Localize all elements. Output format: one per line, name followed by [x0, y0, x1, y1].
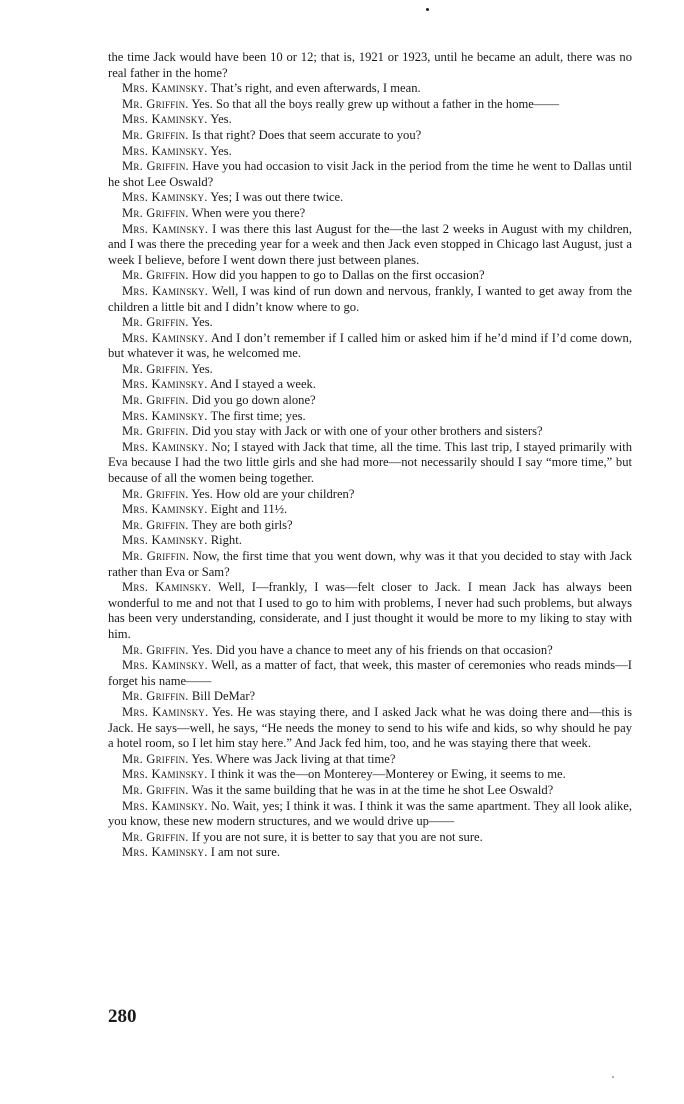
paragraph-text: No. Wait, yes; I think it was. I think it was the same apartment. They all look alike, you know, these new modern structures, and we would drive up—— [108, 798, 632, 829]
paragraph [108, 440, 632, 487]
paragraph [108, 689, 632, 705]
paragraph [108, 658, 632, 689]
speaker-label: Mr. Griffin. [122, 205, 189, 220]
paragraph-text: And I don’t remember if I called him or asked him if he’d mind if I’d come down, but whatever it was, he welcomed me. [108, 330, 632, 361]
paragraph [108, 190, 632, 206]
paragraph-text: Yes. He was staying there, and I asked Jack what he was doing there and—this is Jack. He says—well, he says, “He needs the money to send to his wife and kids, so why should he pay a hotel room, so I let him stay here.” And Jack fed him, too, and he was staying there that week. [108, 704, 632, 751]
speaker-label: Mr. Griffin. [122, 268, 189, 283]
speaker-label: Mr. Griffin. [122, 829, 189, 844]
paragraph [108, 705, 632, 752]
speaker-label: Mrs. Kaminsky. [122, 533, 208, 548]
speaker-label: Mrs. Kaminsky. [122, 143, 208, 158]
paragraph [108, 362, 632, 378]
paragraph-text: Well, I was kind of run down and nervous, frankly, I wanted to get away from the children a little bit and I didn’t know where to go. [108, 283, 632, 314]
paragraph [108, 643, 632, 659]
paragraph-text: Yes; I was out there twice. [210, 190, 344, 205]
speaker-label: Mrs. Kaminsky. [122, 767, 208, 782]
paragraph-text: Yes. [191, 361, 213, 376]
page-number: 280 [108, 1006, 137, 1027]
paragraph [108, 783, 632, 799]
speaker-label: Mrs. Kaminsky. [122, 845, 208, 860]
speaker-label: Mrs. Kaminsky. [122, 81, 208, 96]
paragraph-text: Eight and 11½. [210, 502, 288, 517]
speaker-label: Mr. Griffin. [122, 361, 189, 376]
speaker-label: Mr. Griffin. [122, 751, 189, 766]
paragraph-text: No; I stayed with Jack that time, all the time. This last trip, I stayed primarily with Eva because I had the two little girls and she had more—not necessarily should I say “more time,” but because of all the women being together. [108, 439, 632, 486]
paragraph-text: Have you had occasion to visit Jack in the period from the time he went to Dallas until he shot Lee Oswald? [108, 159, 632, 189]
paragraph-text: Was it the same building that he was in at the time he shot Lee Oswald? [191, 782, 554, 797]
speaker-label: Mrs. Kaminsky. [122, 112, 208, 127]
speaker-label: Mrs. Kaminsky. [122, 658, 208, 673]
speaker-label: Mr. Griffin. [122, 96, 189, 111]
paragraph [108, 502, 632, 518]
speaker-label: Mrs. Kaminsky. [122, 439, 208, 454]
paragraph-text: If you are not sure, it is better to say that you are not sure. [191, 829, 483, 844]
speaker-label: Mrs. Kaminsky. [122, 408, 208, 423]
paragraph-text: Yes. [191, 315, 213, 330]
paragraph [108, 222, 632, 269]
speaker-label: Mrs. Kaminsky. [122, 221, 209, 236]
speaker-label: Mrs. Kaminsky. [122, 283, 209, 298]
speaker-label: Mr. Griffin. [122, 393, 189, 408]
paragraph [108, 144, 632, 160]
paragraph-text: Did you stay with Jack or with one of your other brothers and sisters? [191, 424, 543, 439]
paragraph-text: Right. [210, 533, 242, 548]
paragraph [108, 331, 632, 362]
speaker-label: Mrs. Kaminsky. [122, 580, 212, 595]
paragraph-text: When were you there? [191, 205, 306, 220]
paragraph-text: the time Jack would have been 10 or 12; that is, 1921 or 1923, until he became an adult, there was no real father in the home? [108, 50, 632, 80]
paragraph-text: How did you happen to go to Dallas on the first occasion? [191, 268, 485, 283]
speaker-label: Mrs. Kaminsky. [122, 704, 209, 719]
paragraph-text: They are both girls? [191, 517, 293, 532]
testimony-text [108, 50, 632, 861]
paragraph [108, 409, 632, 425]
paragraph-text: Yes. How old are your children? [191, 486, 355, 501]
scan-speck [612, 1076, 614, 1078]
paragraph [108, 549, 632, 580]
paragraph-text: Now, the first time that you went down, why was it that you decided to stay with Jack rather than Eva or Sam? [108, 549, 632, 579]
paragraph [108, 393, 632, 409]
paragraph [108, 518, 632, 534]
paragraph [108, 767, 632, 783]
paragraph-text: That’s right, and even afterwards, I mean. [210, 81, 421, 96]
paragraph [108, 424, 632, 440]
speaker-label: Mrs. Kaminsky. [122, 798, 208, 813]
speaker-label: Mr. Griffin. [122, 486, 189, 501]
paragraph-text: The first time; yes. [210, 408, 306, 423]
paragraph [108, 159, 632, 190]
speaker-label: Mr. Griffin. [122, 782, 189, 797]
speaker-label: Mrs. Kaminsky. [122, 190, 208, 205]
paragraph [108, 128, 632, 144]
paragraph-text: I am not sure. [210, 845, 280, 860]
paragraph [108, 50, 632, 81]
paragraph-text: Yes. Where was Jack living at that time? [191, 751, 396, 766]
paragraph [108, 580, 632, 642]
paragraph [108, 315, 632, 331]
speaker-label: Mr. Griffin. [122, 549, 190, 563]
speaker-label: Mr. Griffin. [122, 689, 189, 704]
paragraph-text: Well, as a matter of fact, that week, this master of ceremonies who reads minds—I forget his name—— [108, 658, 632, 688]
paragraph [108, 268, 632, 284]
paragraph [108, 284, 632, 315]
speaker-label: Mr. Griffin. [122, 127, 189, 142]
page-mark-dot [426, 8, 429, 11]
paragraph-text: Is that right? Does that seem accurate to you? [191, 127, 422, 142]
paragraph [108, 752, 632, 768]
paragraph-text: Did you go down alone? [191, 393, 316, 408]
speaker-label: Mrs. Kaminsky. [122, 377, 208, 392]
paragraph [108, 799, 632, 830]
paragraph [108, 845, 632, 861]
paragraph-text: I was there this last August for the—the last 2 weeks in August with my children, and I was there the preceding year for a week and then Jack even stopped in Chicago last August, just a week I believe, before I went down there just between planes. [108, 221, 632, 267]
paragraph [108, 97, 632, 113]
speaker-label: Mr. Griffin. [122, 642, 189, 657]
speaker-label: Mr. Griffin. [122, 159, 189, 174]
paragraph [108, 533, 632, 549]
speaker-label: Mr. Griffin. [122, 315, 189, 330]
paragraph-text: I think it was the—on Monterey—Monterey or Ewing, it seems to me. [210, 767, 566, 782]
paragraph [108, 206, 632, 222]
paragraph [108, 830, 632, 846]
paragraph-text: Yes. [210, 112, 232, 127]
speaker-label: Mr. Griffin. [122, 424, 189, 439]
paragraph [108, 81, 632, 97]
speaker-label: Mrs. Kaminsky. [122, 502, 208, 517]
speaker-label: Mrs. Kaminsky. [122, 330, 208, 345]
paragraph-text: Yes. [210, 143, 232, 158]
speaker-label: Mr. Griffin. [122, 517, 189, 532]
paragraph [108, 112, 632, 128]
paragraph-text: Yes. So that all the boys really grew up without a father in the home—— [191, 96, 560, 111]
paragraph-text: Bill DeMar? [191, 689, 256, 704]
paragraph [108, 377, 632, 393]
paragraph [108, 487, 632, 503]
paragraph-text: And I stayed a week. [210, 377, 316, 392]
paragraph-text: Yes. Did you have a chance to meet any of his friends on that occasion? [191, 642, 553, 657]
paragraph-text: Well, I—frankly, I was—felt closer to Jack. I mean Jack has always been wonderful to me and not that I used to go to him with problems, I never had such problems, but always has been very understanding, considerate, and I just thought it would be more to my liking to stay with him. [108, 580, 632, 641]
